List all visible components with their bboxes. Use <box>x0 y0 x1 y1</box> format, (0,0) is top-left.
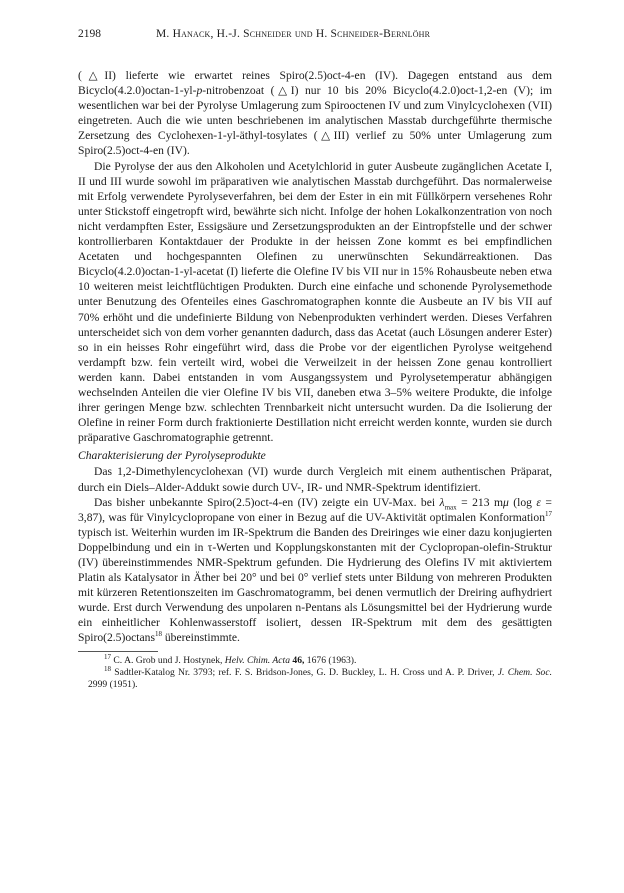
running-header <box>78 28 552 46</box>
paragraph-2 <box>78 159 552 446</box>
text-run: (△II) lieferte wie erwartet reines Spiro(2.5)oct-4-en (IV). Dagegen entstand aus dem Bicyclo(4.2.0)octan-1-yl- <box>78 69 552 98</box>
text-run: = 3,87), was für Vinylcyclopropane von einer in Bezug auf die UV-Aktivität optimalen Konformation <box>78 495 552 524</box>
text-run: λ <box>439 495 445 509</box>
paragraph-3 <box>78 464 552 494</box>
text-run: = 213 m <box>456 495 503 509</box>
article-body <box>78 68 552 692</box>
text-run: Das bisher unbekannte Spiro(2.5)oct-4-en (IV) zeigte ein UV-Max. bei <box>94 495 440 509</box>
text-run: Die Pyrolyse der aus den Alkoholen und Acetylchlorid in guter Ausbeute zugänglichen Acetate I, II und III wurde sowohl im präparativen wie analytischen Masstab durchgeführt. Das normalerweise mit Erfolg verwendete Pyrolyseverfahren, bei dem der Ester in ein mit Füllkörpern versehenes Rohr unter Stickstoff eingetropft wird, bewährte sich nicht. Infolge der hohen Lokalkonzentration von noch nicht verdampften Ester, Essigsäure und Zersetzungsprodukten an der Eintropfstelle und der schwer kontrollierbaren Kontaktdauer der Produkte in der heissen Zone kommt es bei empfindlichen Acetaten und hochgespannten Olefinen zu unerwünschten Sekundärreaktionen. Das Bicyclo(4.2.0)octan-1-yl-acetat (I) lieferte die Olefine IV bis VII nur in 15% Rohausbeute neben etwa 10 weiteren meist leichtflüchtigen Produkten. Durch eine einfache und schonende Pyrolysemethode unter Benutzung des Ofenteiles eines Gaschromatographen konnte die Ausbeute an IV bis VII auf 70% erhöht und die undefinierte Bildung von Nebenprodukten verhindert werden. Dieses Verfahren unterscheidet sich von dem vorher genannten dadurch, dass das Acetat (auch Lösungen anderer Ester) so in ein heisses Rohr eingeführt wird, dass die Probe vor der eigentlichen Pyrolyse weitgehend verdampft bzw. fein verteilt wird, wobei die Verweilzeit in der heissen Zone genau kontrolliert werden kann. Dabei entstanden in vom Ausgangssystem und Pyrolysetemperatur abhängigen wechselnden Anteilen die vier Olefine IV bis VII, daneben etwa 3–5% weitere Produkte, die infolge ihrer geringen Menge bzw. schlechten Trennbarkeit nicht untersucht wurden. Da die Isolierung der Olefine in reiner Form durch fraktionierte Destillation nicht erreicht werden konnte, wurden sie durch präparative Gaschromatographie getrennt. <box>78 159 552 445</box>
text-run: Sadtler-Katalog Nr. 3793; ref. F. S. Bridson-Jones, G. D. Buckley, L. H. Cross und A. P. Driver, <box>111 666 498 678</box>
text-run: 18 <box>104 664 111 673</box>
paragraph-1 <box>78 68 552 159</box>
text-run: -nitrobenzoat (△I) nur 10 bis 20% Bicyclo(4.2.0)oct-1,2-en (V); im wesentlichen war bei der Pyrolyse Umlagerung zum Spirooctenen IV und zum Vinylcyclohexen (VII) eingetreten. Auch die wie unten beschriebenen im analytischen Masstab durchgeführte thermische Zersetzung des Cyclohexen-1-yl-äthyl-tosylates (△III) verlief zu 50% unter Umlagerung zum Spiro(2.5)oct-4-en (IV). <box>78 84 552 158</box>
text-run: (log <box>508 495 537 509</box>
text-run: typisch ist. Weiterhin wurden im IR-Spektrum die Banden des Dreiringes wie einer dazu konjugierten Doppelbindung und ein in τ-Werten und Kopplungskonstanten mit der Cyclopropan-olefin-Struktur (IV) übereinstimmendes NMR-Spektrum gefunden. Die Hydrierung des Olefins IV mit aktiviertem Platin als Katalysator in Äther bei 20° und bei 0° verlief stets unter Bildung von mehreren Produkten mit kürzeren Retentionszeiten im Gaschromatogramm, bei denen vermutlich der Dreiring aufhydriert wurde. Erst durch Verwendung des unpolaren n-Pentans als Lösungsmittel bei der Hydrierung wurde ein einheitlicher Kohlenwasserstoff isoliert, dessen IR-Spektrum mit dem des gesättigten Spiro(2.5)octans <box>78 525 552 645</box>
footnote-17 <box>78 652 552 667</box>
text-run: 2999 (1951). <box>88 679 138 691</box>
text-run: 17 <box>545 509 552 518</box>
text-run: 46, <box>292 654 305 666</box>
text-run: 1676 (1963). <box>304 654 357 666</box>
text-run: übereinstimmte. <box>161 631 240 645</box>
text-run: C. A. Grob und J. Hostynek, <box>111 654 225 666</box>
paragraph-4 <box>78 495 552 646</box>
page-number: 2198 <box>78 28 101 40</box>
text-run: Helv. Chim. Acta <box>224 654 290 666</box>
section-heading: Charakterisierung der Pyrolyseprodukte <box>78 449 266 463</box>
text-run: p <box>196 84 203 98</box>
footnote-18 <box>78 664 552 692</box>
text-run: 17 <box>104 652 111 661</box>
text-run: J. Chem. Soc. <box>497 666 552 678</box>
text-run: 18 <box>154 630 162 639</box>
text-run: max <box>444 502 457 511</box>
text-run: μ <box>502 495 509 509</box>
running-header-authors: M. Hanack, H.-J. Schneider und H. Schneider-Bernlöhr <box>156 28 431 40</box>
footnote-rule <box>78 651 158 652</box>
text-run: Das 1,2-Dimethylencyclohexan (VI) wurde durch Vergleich mit einem authentischen Präparat, durch ein Diels–Alder-Addukt sowie durch UV-, IR- und NMR-Spektrum identifiziert. <box>78 465 552 494</box>
text-run: ε <box>536 495 541 509</box>
